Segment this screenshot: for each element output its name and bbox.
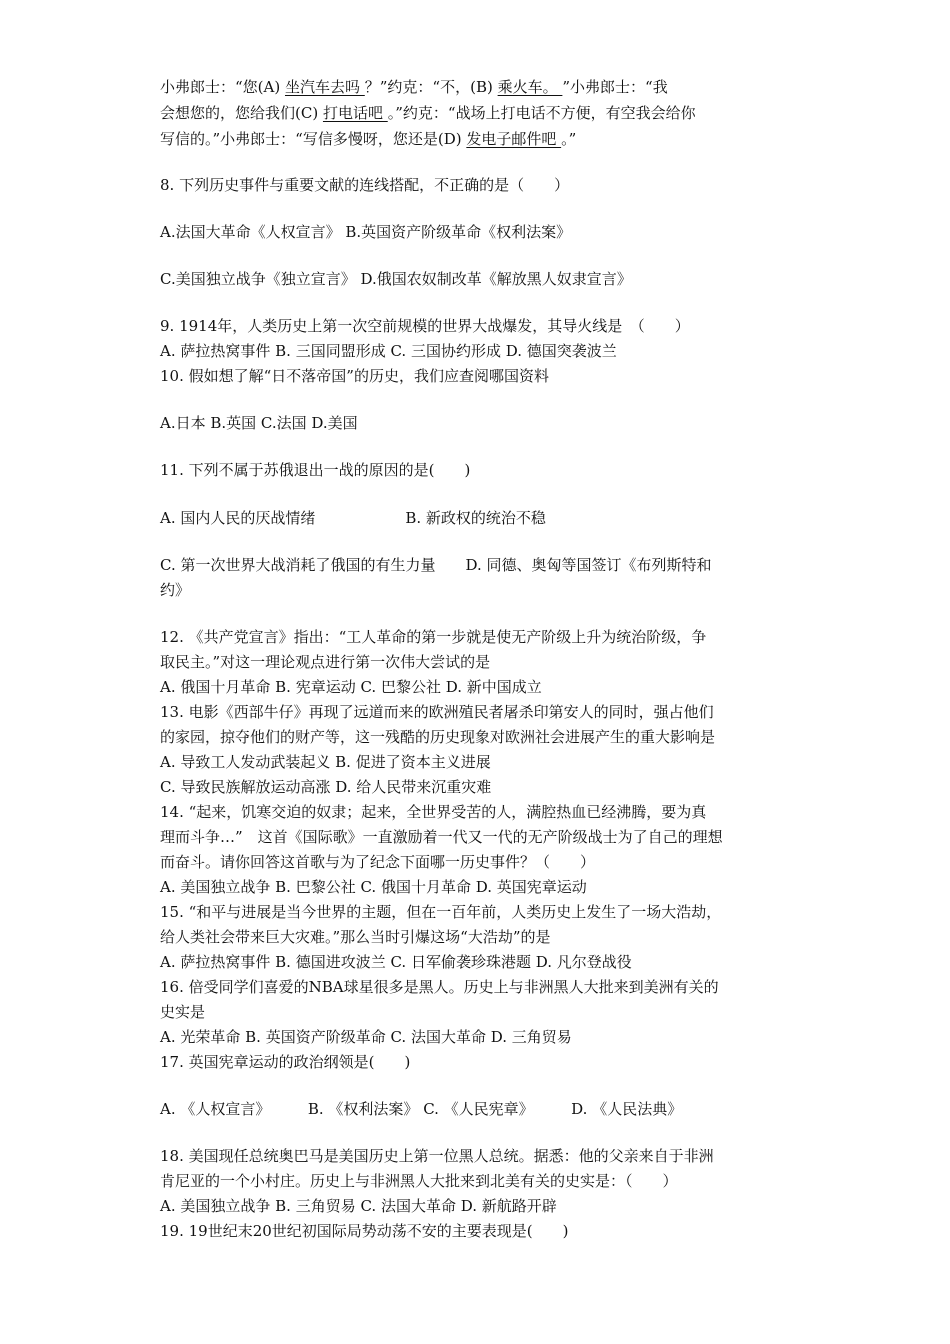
intro-line-1 (160, 77, 668, 97)
question-8-options-cd: C.美国独立战争《独立宣言》 D.俄国农奴制改革《解放黑人奴隶宣言》 (160, 270, 632, 288)
question-18-stem-cont: 肯尼亚的一个小村庄。历史上与非洲黑人大批来到北美有关的史实是：（ ） (160, 1172, 678, 1190)
blank-c: 打电话吧 (322, 104, 388, 122)
question-10-options: A.日本 B.英国 C.法国 D.美国 (160, 414, 358, 432)
blank-b: 乘火车。 (497, 78, 563, 96)
blank-d: 发电子邮件吧 (466, 130, 562, 148)
intro-text: ”小弗郎士：“我 (562, 78, 668, 96)
question-14-stem-cont: 理而斗争…” 这首《国际歌》一直激励着一代又一代的无产阶级战士为了自己的理想 (160, 828, 723, 846)
question-18-options: A. 美国独立战争 B. 三角贸易 C. 法国大革命 D. 新航路开辟 (160, 1197, 557, 1215)
question-11-options-cd: C. 第一次世界大战消耗了俄国的有生力量 D. 同德、奥匈等国签订《布列斯特和 (160, 556, 712, 574)
intro-text: ？”约克：“不，(B) (364, 78, 498, 96)
intro-text: 。”约克：“战场上打电话不方便，有空我会给你 (387, 104, 696, 122)
question-16-stem: 16. 倍受同学们喜爱的NBA球星很多是黑人。历史上与非洲黑人大批来到美洲有关的 (160, 978, 719, 996)
question-12-stem-cont: 取民主。”对这一理论观点进行第一次伟大尝试的是 (160, 653, 491, 671)
intro-text: 。” (561, 130, 577, 148)
question-11-options-ab: A. 国内人民的厌战情绪 B. 新政权的统治不稳 (160, 509, 546, 527)
blank-a: 坐汽车去吗 (284, 78, 365, 96)
question-8-options-ab: A.法国大革命《人权宣言》 B.英国资产阶级革命《权利法案》 (160, 223, 572, 241)
question-13-stem: 13. 电影《西部牛仔》再现了远道而来的欧洲殖民者屠杀印第安人的同时，强占他们 (160, 703, 714, 721)
question-16-stem-cont: 史实是 (160, 1003, 206, 1021)
question-9-stem: 9. 1914年，人类历史上第一次空前规模的世界大战爆发，其导火线是 （ ） (160, 317, 690, 335)
question-15-stem: 15. “和平与进展是当今世界的主题，但在一百年前，人类历史上发生了一场大浩劫， (160, 903, 722, 921)
question-11-options-cd-cont: 约》 (160, 581, 191, 599)
question-18-stem: 18. 美国现任总统奥巴马是美国历史上第一位黑人总统。据悉：他的父亲来自于非洲 (160, 1147, 714, 1165)
question-14-stem-cont2: 而奋斗。请你回答这首歌与为了纪念下面哪一历史事件？（ ） (160, 853, 596, 871)
question-12-options: A. 俄国十月革命 B. 宪章运动 C. 巴黎公社 D. 新中国成立 (160, 678, 542, 696)
question-13-options-cd: C. 导致民族解放运动高涨 D. 给人民带来沉重灾难 (160, 778, 492, 796)
question-10-stem: 10. 假如想了解“日不落帝国”的历史，我们应查阅哪国资料 (160, 367, 549, 385)
question-9-options: A. 萨拉热窝事件 B. 三国同盟形成 C. 三国协约形成 D. 德国突袭波兰 (160, 342, 617, 360)
question-12-stem: 12. 《共产党宣言》指出：“工人革命的第一步就是使无产阶级上升为统治阶级，争 (160, 628, 707, 646)
question-11-stem: 11. 下列不属于苏俄退出一战的原因的是( ) (160, 461, 471, 479)
intro-text: 写信的。”小弗郎士：“写信多慢呀，您还是(D) (160, 130, 467, 148)
question-8-stem: 8. 下列历史事件与重要文献的连线搭配，不正确的是（ ） (160, 176, 570, 194)
question-14-stem: 14. “起来，饥寒交迫的奴隶；起来，全世界受苦的人，满腔热血已经沸腾，要为真 (160, 803, 707, 821)
question-13-options-ab: A. 导致工人发动武装起义 B. 促进了资本主义进展 (160, 753, 491, 771)
question-14-options: A. 美国独立战争 B. 巴黎公社 C. 俄国十月革命 D. 英国宪章运动 (160, 878, 587, 896)
question-16-options: A. 光荣革命 B. 英国资产阶级革命 C. 法国大革命 D. 三角贸易 (160, 1028, 572, 1046)
question-17-stem: 17. 英国宪章运动的政治纲领是( ) (160, 1053, 411, 1071)
question-13-stem-cont: 的家园，掠夺他们的财产等，这一残酷的历史现象对欧洲社会进展产生的重大影响是 (160, 728, 716, 746)
question-15-stem-cont: 给人类社会带来巨大灾难。”那么当时引爆这场“大浩劫”的是 (160, 928, 551, 946)
question-17-options: A. 《人权宣言》 B. 《权利法案》 C. 《人民宪章》 D. 《人民法典》 (160, 1100, 683, 1118)
intro-text: 会想您的，您给我们(C) (160, 104, 323, 122)
intro-text: 小弗郎士：“您(A) (160, 78, 285, 96)
question-19-stem: 19. 19世纪末20世纪初国际局势动荡不安的主要表现是( ) (160, 1222, 569, 1240)
intro-line-2 (160, 103, 696, 123)
question-15-options: A. 萨拉热窝事件 B. 德国进攻波兰 C. 日军偷袭珍珠港题 D. 凡尔登战役 (160, 953, 632, 971)
intro-line-3 (160, 129, 576, 149)
